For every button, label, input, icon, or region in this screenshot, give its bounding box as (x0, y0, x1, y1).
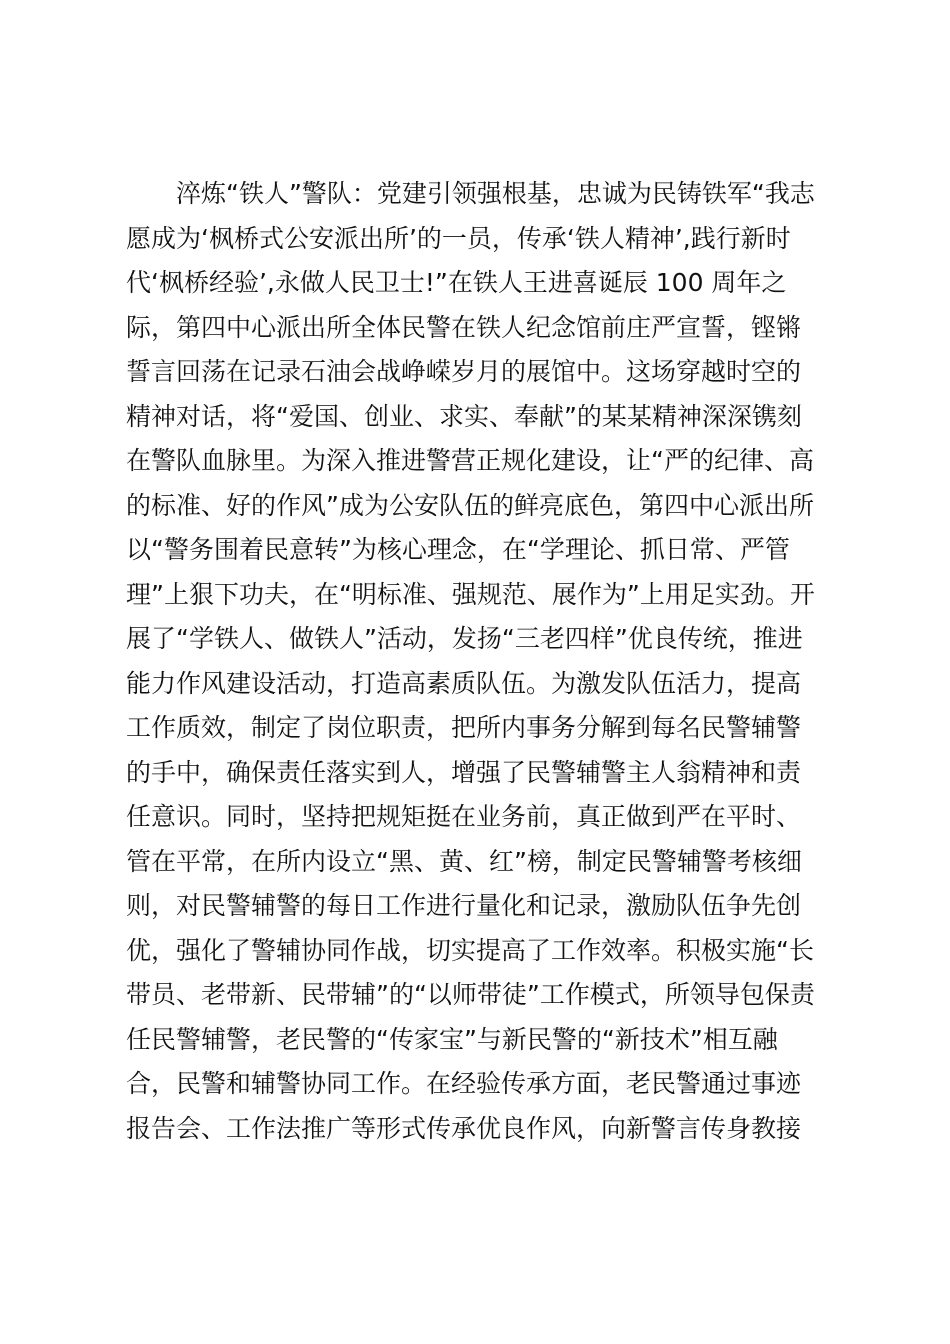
paragraph-line: 优，强化了警辅协同作战，切实提高了工作效率。积极实施“长 (126, 935, 814, 965)
body-paragraph (126, 172, 838, 1151)
paragraph-line: 的标准、好的作风”成为公安队伍的鲜亮底色，第四中心派出所 (126, 490, 814, 520)
paragraph-line: 誓言回荡在记录石油会战峥嵘岁月的展馆中。这场穿越时空的 (126, 357, 802, 386)
paragraph-line: 的手中，确保责任落实到人，增强了民警辅警主人翁精神和责 (126, 757, 802, 787)
paragraph-line: 展了“学铁人、做铁人”活动，发扬“三老四样”优良传统，推进 (126, 624, 803, 653)
paragraph-line: 则，对民警辅警的每日工作进行量化和记录，激励队伍争先创 (126, 891, 802, 920)
paragraph-line: 以“警务围着民意转”为核心理念，在“学理论、抓日常、严管 (126, 535, 790, 564)
paragraph-line: 带员、老带新、民带辅”的“以师带徒”工作模式，所领导包保责 (126, 980, 815, 1009)
paragraph-line: 工作质效，制定了岗位职责，把所内事务分解到每名民警辅警 (126, 713, 802, 742)
paragraph-line: 合，民警和辅警协同工作。在经验传承方面，老民警通过事迹 (126, 1069, 802, 1098)
paragraph-line: 淬炼“铁人”警队：党建引领强根基，忠诚为民铸铁军“我志 (176, 179, 815, 208)
paragraph-line: 际，第四中心派出所全体民警在铁人纪念馆前庄严宣誓，铿锵 (126, 312, 802, 342)
paragraph-line: 报告会、工作法推广等形式传承优良作风，向新警言传身教接 (126, 1113, 802, 1143)
paragraph-line: 任意识。同时，坚持把规矩挺在业务前，真正做到严在平时、 (126, 802, 802, 831)
paragraph-line: 愿成为‘枫桥式公安派出所’的一员，传承‘铁人精神’,践行新时 (126, 223, 791, 253)
paragraph-line: 管在平常，在所内设立“黑、黄、红”榜，制定民警辅警考核细 (126, 846, 802, 876)
paragraph-line: 任民警辅警，老民警的“传家宝”与新民警的“新技术”相互融 (126, 1024, 778, 1054)
paragraph-line: 理”上狠下功夫，在“明标准、强规范、展作为”上用足实劲。开 (126, 579, 815, 609)
paragraph-line: 精神对话，将“爱国、创业、求实、奉献”的某某精神深深镌刻 (126, 401, 802, 431)
paragraph-line: 代‘枫桥经验’,永做人民卫士!”在铁人王进喜诞辰 100 周年之 (126, 268, 787, 297)
paragraph-line: 在警队血脉里。为深入推进警营正规化建设，让“严的纪律、高 (126, 446, 814, 475)
paragraph-line: 能力作风建设活动，打造高素质队伍。为激发队伍活力，提高 (126, 668, 802, 698)
